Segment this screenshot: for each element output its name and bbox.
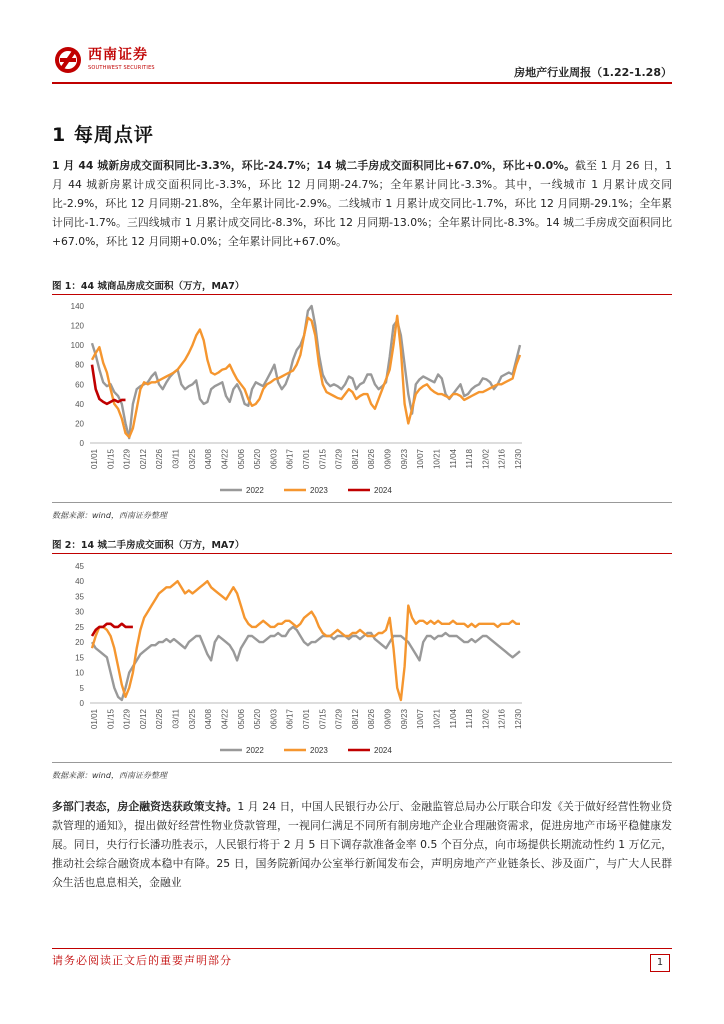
policy-lead: 多部门表态，房企融资迭获政策支持。 — [52, 800, 238, 813]
x-tick-label: 01/29 — [122, 449, 132, 470]
x-tick-label: 10/07 — [416, 449, 426, 470]
x-tick-label: 07/29 — [334, 449, 344, 470]
y-tick-label: 5 — [79, 683, 84, 693]
y-tick-label: 0 — [79, 439, 84, 448]
policy-body: 1 月 24 日，中国人民银行办公厅、金融监管总局办公厅联合印发《关于做好经营性物业贷款管理的通知》，提出做好经营性物业贷款管理，一视同仁满足不同所有制房地产企业合理融资需求，促进房地产市场平稳健康发展。同日，央行行长潘功胜表示，人民银行将于 2 月 5 日下调存款准备金率 0.5 个百分点，向市场提供长期流动性约 1 万亿元，推动社会综合融资成本稳中有降。25 日，国务院新闻办公室举行新闻发布会，声明房地产产业链条长、涉及面广，与广大人民群众生活也息息相关，金融业 — [52, 800, 672, 889]
legend-label-2023: 2023 — [310, 746, 328, 755]
y-tick-label: 60 — [75, 380, 84, 390]
x-tick-label: 05/06 — [236, 709, 246, 730]
y-tick-label: 35 — [75, 592, 84, 602]
x-tick-label: 06/03 — [269, 449, 279, 470]
x-tick-label: 11/04 — [448, 449, 458, 469]
summary-paragraph — [52, 156, 672, 251]
y-tick-label: 80 — [75, 360, 84, 370]
x-tick-label: 02/12 — [138, 449, 148, 470]
legend-label-2024: 2024 — [374, 486, 392, 495]
page-number: 1 — [650, 954, 670, 972]
x-tick-label: 06/17 — [285, 449, 295, 470]
x-tick-label: 01/29 — [122, 709, 132, 730]
x-tick-label: 02/26 — [155, 449, 165, 470]
figure-1-rule — [52, 294, 672, 295]
footer-divider — [52, 948, 672, 949]
x-tick-label: 01/15 — [106, 449, 116, 470]
legend-label-2023: 2023 — [310, 486, 328, 495]
x-tick-label: 05/20 — [253, 709, 263, 730]
y-tick-label: 0 — [79, 699, 84, 708]
figure-1-bottom-rule — [52, 502, 672, 503]
y-tick-label: 140 — [70, 302, 84, 311]
footer-disclaimer: 请务必阅读正文后的重要声明部分 — [52, 954, 232, 967]
y-tick-label: 20 — [75, 419, 84, 429]
x-tick-label: 11/18 — [465, 709, 475, 729]
figure-1-source: 数据来源：wind，西南证券整理 — [52, 511, 167, 520]
x-tick-label: 01/01 — [90, 709, 99, 730]
legend-label-2022: 2022 — [246, 746, 264, 755]
figure-1-title: 图 1：44 城商品房成交面积（万方，MA7） — [52, 281, 245, 292]
x-tick-label: 04/22 — [220, 449, 230, 470]
logo-text-en: SOUTHWEST SECURITIES — [88, 65, 155, 71]
series-line-2022 — [92, 627, 520, 700]
x-tick-label: 08/12 — [350, 449, 360, 470]
x-tick-label: 04/22 — [220, 709, 230, 730]
section-title: 1 每周点评 — [52, 124, 154, 146]
legend-label-2024: 2024 — [374, 746, 392, 755]
chart-14-city-second-hand — [52, 558, 672, 760]
logo-text-cn: 西南证券 — [88, 47, 148, 63]
x-tick-label: 03/11 — [171, 449, 181, 469]
x-tick-label: 12/30 — [514, 449, 523, 470]
x-tick-label: 12/16 — [497, 449, 507, 470]
policy-paragraph — [52, 797, 672, 892]
x-tick-label: 06/17 — [285, 709, 295, 730]
x-tick-label: 11/18 — [465, 449, 475, 469]
x-tick-label: 01/01 — [90, 449, 99, 470]
x-tick-label: 07/15 — [318, 709, 328, 730]
chart-44-city-new-home — [52, 298, 672, 500]
x-tick-label: 01/15 — [106, 709, 116, 730]
y-tick-label: 25 — [75, 622, 84, 632]
x-tick-label: 09/09 — [383, 449, 393, 470]
legend-label-2022: 2022 — [246, 486, 264, 495]
y-tick-label: 15 — [75, 653, 84, 663]
x-tick-label: 05/06 — [236, 449, 246, 470]
x-tick-label: 07/15 — [318, 449, 328, 470]
x-tick-label: 11/04 — [448, 709, 458, 729]
header-divider — [52, 82, 672, 84]
x-tick-label: 02/26 — [155, 709, 165, 730]
x-tick-label: 09/23 — [399, 449, 409, 470]
y-tick-label: 10 — [75, 668, 84, 678]
x-tick-label: 07/29 — [334, 709, 344, 730]
x-tick-label: 06/03 — [269, 709, 279, 730]
y-tick-label: 45 — [75, 562, 84, 571]
y-tick-label: 40 — [75, 577, 84, 587]
report-title: 房地产行业周报（1.22-1.28） — [514, 66, 672, 79]
x-tick-label: 04/08 — [204, 449, 214, 470]
summary-lead: 1 月 44 城新房成交面积同比-3.3%，环比-24.7%；14 城二手房成交面积同比+67.0%，环比+0.0%。 — [52, 159, 576, 172]
series-line-2023 — [92, 581, 520, 700]
x-tick-label: 05/20 — [253, 449, 263, 470]
x-tick-label: 08/26 — [367, 709, 377, 730]
x-tick-label: 08/12 — [350, 709, 360, 730]
x-tick-label: 02/12 — [138, 709, 148, 730]
x-tick-label: 07/01 — [302, 449, 311, 470]
y-tick-label: 20 — [75, 638, 84, 648]
y-tick-label: 30 — [75, 607, 84, 617]
x-tick-label: 09/09 — [383, 709, 393, 730]
x-tick-label: 03/25 — [187, 709, 197, 730]
y-tick-label: 40 — [75, 399, 84, 409]
figure-2-title: 图 2：14 城二手房成交面积（万方，MA7） — [52, 540, 245, 551]
y-tick-label: 120 — [70, 321, 84, 331]
x-tick-label: 09/23 — [399, 709, 409, 730]
x-tick-label: 10/21 — [432, 449, 442, 470]
figure-2-rule — [52, 553, 672, 554]
x-tick-label: 12/02 — [481, 709, 491, 730]
summary-body: 截至 1 月 26 日，1 月 44 城新房累计成交面积同比-3.3%，环比 12 月同期-24.7%；全年累计同比-3.3%。其中，一线城市 1 月累计成交同比-2.9%，环比 12 月同期-21.8%，全年累计同比-2.9%。二线城市 1 月累计成交同比-1.7%，环比 12 月同期-29.1%；全年累计同比-1.7%。三四线城市 1 月累计成交同比-8.3%，环比 12 月同期-13.0%；全年累计同比-8.3%。14 城二手房成交面积同比+67.0%，环比 12 月同期+0.0%；全年累计同比+67.0%。 — [52, 159, 672, 248]
x-tick-label: 08/26 — [367, 449, 377, 470]
x-tick-label: 04/08 — [204, 709, 214, 730]
x-tick-label: 12/30 — [514, 709, 523, 730]
x-tick-label: 03/11 — [171, 709, 181, 729]
x-tick-label: 03/25 — [187, 449, 197, 470]
x-tick-label: 10/07 — [416, 709, 426, 730]
y-tick-label: 100 — [70, 341, 84, 351]
x-tick-label: 12/16 — [497, 709, 507, 730]
figure-2-bottom-rule — [52, 762, 672, 763]
x-tick-label: 10/21 — [432, 709, 442, 730]
x-tick-label: 07/01 — [302, 709, 311, 730]
x-tick-label: 12/02 — [481, 449, 491, 470]
figure-2-source: 数据来源：wind，西南证券整理 — [52, 771, 167, 780]
